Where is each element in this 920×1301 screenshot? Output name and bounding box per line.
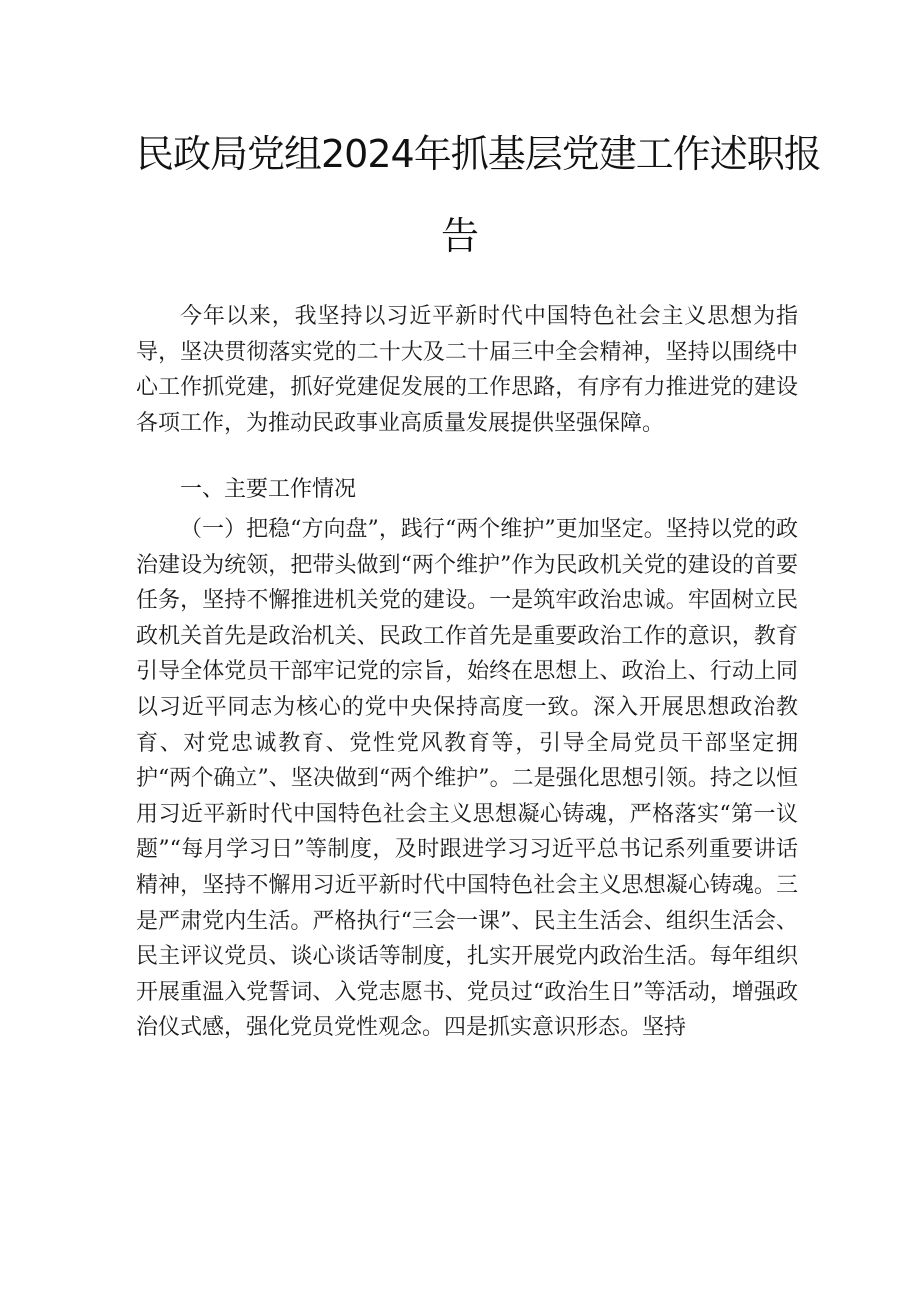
intro-paragraph: 今年以来，我坚持以习近平新时代中国特色社会主义思想为指导，坚决贯彻落实党的二十大及二十届三中全会精神，坚持以围绕中心工作抓党建，抓好党建促发展的工作思路，有序有力推进党的建设各项工作，为推动民政事业高质量发展提供坚强保障。 [136, 304, 798, 436]
document-title: 民政局党组2024年抓基层党建工作述职报 [136, 132, 821, 176]
section-paragraph: （一）把稳“方向盘”，践行“两个维护”更加坚定。坚持以党的政治建设为统领，把带头做到“两个维护”作为民政机关党的建设的首要任务，坚持不懈推进机关党的建设。一是筑牢政治忠诚。牢固树立民政机关首先是政治机关、民政工作首先是重要政治工作的意识，教育引导全体党员干部牢记党的宗旨，始终在思想上、政治上、行动上同以习近平同志为核心的党中央保持高度一致。深入开展思想政治教育、对党忠诚教育、党性党风教育等，引导全局党员干部坚定拥护“两个确立”、坚决做到“两个维护”。二是强化思想引领。持之以恒用习近平新时代中国特色社会主义思想凝心铸魂，严格落实“第一议题”“每月学习日”等制度，及时跟进学习习近平总书记系列重要讲话精神，坚持不懈用习近平新时代中国特色社会主义思想凝心铸魂。三是严肃党内生活。严格执行“三会一课”、民主生活会、组织生活会、民主评议党员、谈心谈话等制度，扎实开展党内政治生活。每年组织开展重温入党誓词、入党志愿书、党员过“政治生日”等活动，增强政治仪式感，强化党员党性观念。四是抓实意识形态。坚持 [136, 517, 798, 1041]
document-title-continued: 告 [440, 214, 479, 258]
section-heading: 一、主要工作情况 [180, 477, 357, 502]
